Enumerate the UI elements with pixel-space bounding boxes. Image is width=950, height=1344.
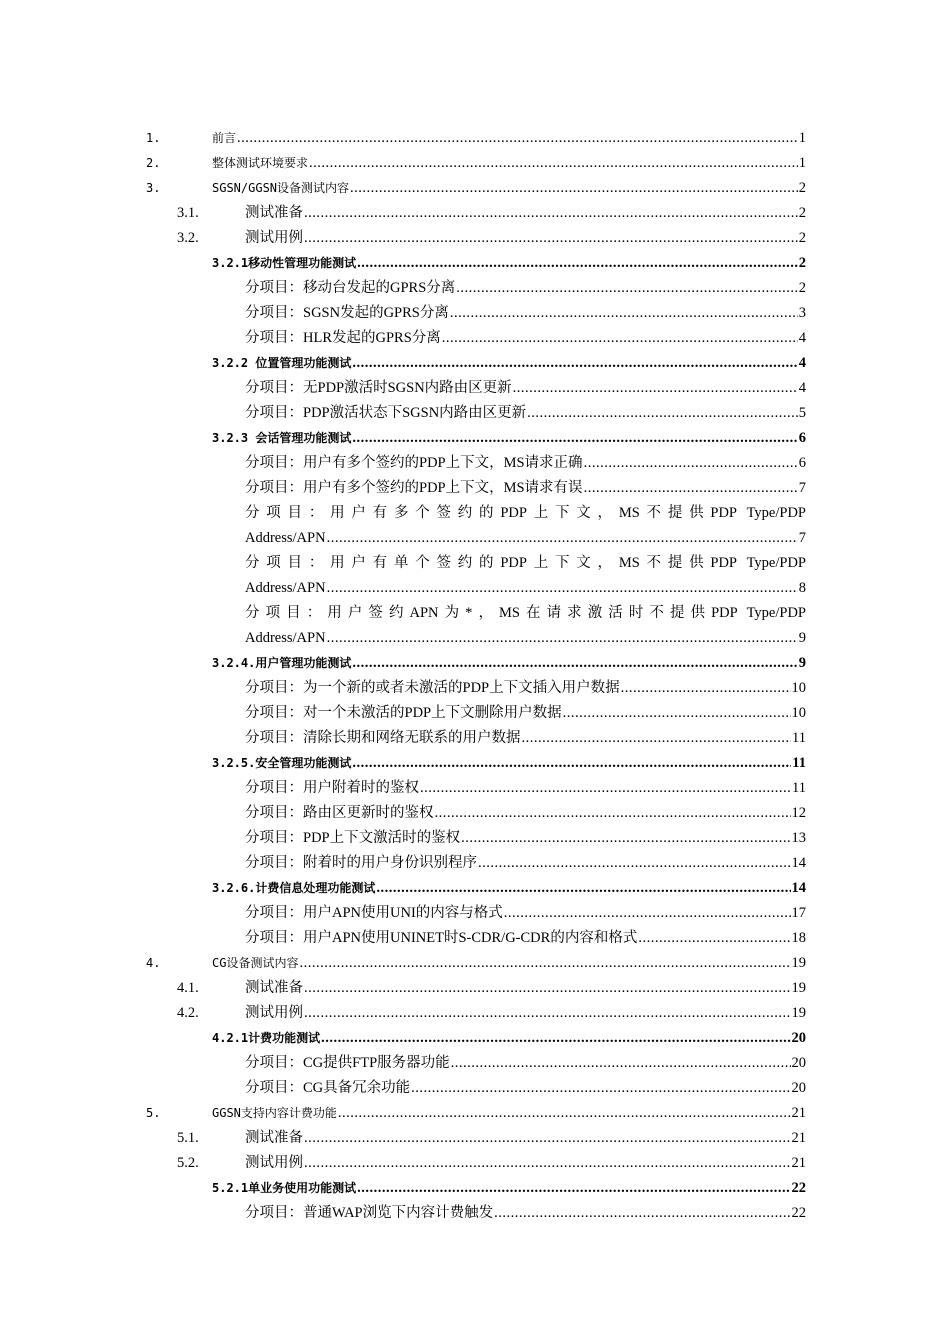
dot-leader <box>352 651 797 676</box>
dot-leader <box>299 951 790 976</box>
toc-entry-number: 3.2. <box>177 230 199 246</box>
toc-entry-number: 3.1. <box>177 205 199 221</box>
toc-entry[interactable] <box>0 376 950 401</box>
toc-page-number: 18 <box>791 930 806 946</box>
dot-leader <box>304 201 798 226</box>
toc-entry-line <box>245 1076 806 1101</box>
toc-page-number: 4 <box>798 330 806 346</box>
toc-entry-title: 分项目：普通WAP浏览下内容计费触发 <box>245 1205 494 1221</box>
toc-entry-line <box>212 1101 806 1126</box>
dot-leader <box>563 701 791 726</box>
toc-page-number: 2 <box>798 255 806 271</box>
toc-entry-title: 分项目：PDP上下文激活时的鉴权 <box>245 830 461 846</box>
toc-entry[interactable] <box>0 401 950 426</box>
toc-entry-title: 分项目：对一个未激活的PDP上下文删除用户数据 <box>245 705 562 721</box>
toc-entry-line <box>245 676 806 701</box>
toc-entry-line <box>245 826 806 851</box>
toc-entry-line <box>245 801 806 826</box>
toc-entry[interactable] <box>0 501 950 551</box>
toc-entry-line <box>245 301 806 326</box>
toc-entry-title: 5.2.1单业务使用功能测试 <box>212 1181 357 1195</box>
toc-entry-title: 3.2.1移动性管理功能测试 <box>212 256 357 270</box>
toc-entry[interactable] <box>0 151 950 176</box>
toc-entry[interactable] <box>0 1026 950 1051</box>
toc-entry-line <box>212 126 806 151</box>
dot-leader <box>357 251 798 276</box>
toc-entry-title: 分项目：HLR发起的GPRS分离 <box>245 330 441 346</box>
dot-leader <box>327 576 798 601</box>
toc-entry-number: 2. <box>146 156 161 170</box>
toc-entry-number: 4.2. <box>177 1005 199 1021</box>
toc-page-number: 11 <box>792 730 806 746</box>
dot-leader <box>304 1151 791 1176</box>
toc-page-number: 2 <box>798 205 806 221</box>
toc-entry-line <box>245 1001 806 1026</box>
toc-entry-title: 分项目：用户有多个签约的PDP上下文，MS不提供PDP Type/PDP <box>245 505 806 521</box>
toc-entry-title: 3.2.2 位置管理功能测试 <box>212 356 352 370</box>
toc-entry[interactable] <box>0 926 950 951</box>
toc-entry-title: 分项目：用户附着时的鉴权 <box>245 780 419 796</box>
toc-entry-title: 分项目：用户有单个签约的PDP上下文，MS不提供PDP Type/PDP <box>245 555 806 571</box>
toc-page-number: 14 <box>791 880 806 896</box>
toc-page-number: 2 <box>798 280 806 296</box>
toc-entry-line <box>212 251 806 276</box>
toc-entry[interactable] <box>0 1176 950 1201</box>
dot-leader <box>321 1026 790 1051</box>
toc-entry[interactable] <box>0 1001 950 1026</box>
toc-entry-title: 3.2.4.用户管理功能测试 <box>212 656 352 670</box>
toc-entry-line <box>245 276 806 301</box>
toc-entry-title: 分项目：路由区更新时的鉴权 <box>245 805 434 821</box>
toc-page-number: 13 <box>791 830 806 846</box>
toc-page-number: 21 <box>791 1105 806 1121</box>
toc-entry-title: 分项目：SGSN发起的GPRS分离 <box>245 305 449 321</box>
dot-leader <box>327 626 798 651</box>
toc-entry-title: 测试准备 <box>245 980 303 996</box>
dot-leader <box>527 401 798 426</box>
dot-leader <box>456 276 797 301</box>
dot-leader <box>304 976 791 1001</box>
toc-entry-number: 1. <box>146 131 161 145</box>
toc-entry-line <box>245 626 806 651</box>
toc-entry-line <box>212 351 806 376</box>
dot-leader <box>513 376 798 401</box>
toc-entry-title: 整体测试环境要求 <box>212 156 309 170</box>
toc-page-number: 19 <box>791 980 806 996</box>
dot-leader <box>411 1076 790 1101</box>
dot-leader <box>638 926 790 951</box>
toc-entry[interactable] <box>0 176 950 201</box>
toc-entry[interactable] <box>0 251 950 276</box>
toc-entry-line <box>245 451 806 476</box>
toc-entry-title: 分项目：附着时的用户身份识别程序 <box>245 855 477 871</box>
toc-page-number: 1 <box>798 155 806 171</box>
dot-leader <box>376 876 790 901</box>
toc-entry-title: 分项目：用户有多个签约的PDP上下文，MS请求有误 <box>245 480 583 496</box>
toc-page-number: 7 <box>798 480 806 496</box>
dot-leader <box>478 851 791 876</box>
toc-entry[interactable] <box>0 776 950 801</box>
toc-page-number: 4 <box>798 355 806 371</box>
toc-entry-title: CG设备测试内容 <box>212 956 299 970</box>
toc-entry-line <box>245 526 806 551</box>
dot-leader <box>304 226 798 251</box>
toc-entry[interactable] <box>0 726 950 751</box>
toc-page-number: 9 <box>798 655 806 671</box>
toc-page-number: 10 <box>791 705 806 721</box>
toc-entry-line <box>245 701 806 726</box>
toc-page-number: 17 <box>791 905 806 921</box>
toc-entry-line <box>245 776 806 801</box>
toc-entry-title: 测试用例 <box>245 1155 303 1171</box>
toc-page-number: 2 <box>798 180 806 196</box>
toc-entry-title: 3.2.5.安全管理功能测试 <box>212 756 352 770</box>
dot-leader <box>338 1101 791 1126</box>
toc-entry-line <box>245 976 806 1001</box>
toc-entry-line <box>245 726 806 751</box>
toc-page-number: 20 <box>791 1080 806 1096</box>
toc-entry-title: SGSN/GGSN设备测试内容 <box>212 181 350 195</box>
toc-page-number: 6 <box>798 455 806 471</box>
toc-page-number: 8 <box>798 580 806 596</box>
toc-entry[interactable] <box>0 601 950 651</box>
toc-entry-line <box>245 326 806 351</box>
toc-entry-number: 5.2. <box>177 1155 199 1171</box>
toc-entry-title: GGSN支持内容计费功能 <box>212 1106 337 1120</box>
dot-leader <box>435 801 791 826</box>
toc-page-number: 20 <box>791 1030 806 1046</box>
toc-entry[interactable] <box>0 476 950 501</box>
dot-leader <box>350 176 798 201</box>
toc-entry[interactable] <box>0 976 950 1001</box>
toc-entry[interactable] <box>0 951 950 976</box>
toc-entry[interactable] <box>0 1126 950 1151</box>
toc-entry-title: 分项目：用户APN使用UNI的内容与格式 <box>245 905 503 921</box>
toc-entry-title: 分项目：移动台发起的GPRS分离 <box>245 280 456 296</box>
toc-entry[interactable] <box>0 276 950 301</box>
toc-entry-line <box>212 176 806 201</box>
toc-entry[interactable] <box>0 901 950 926</box>
toc-page-number: 5 <box>798 405 806 421</box>
toc-entry-title: 分项目：用户签约APN为*，MS在请求激活时不提供PDP Type/PDP <box>245 605 806 621</box>
dot-leader <box>357 1176 790 1201</box>
dot-leader <box>584 451 798 476</box>
toc-entry-line <box>245 851 806 876</box>
dot-leader <box>461 826 790 851</box>
toc-entry-line <box>212 651 806 676</box>
toc-page-number: 22 <box>791 1180 806 1196</box>
toc-entry-title-continuation: Address/APN <box>245 630 326 646</box>
toc-entry-line <box>212 751 806 776</box>
toc-entry-line <box>245 1201 806 1226</box>
toc-page-number: 4 <box>798 380 806 396</box>
dot-leader <box>327 526 798 551</box>
dot-leader <box>420 776 791 801</box>
toc-entry-number: 4. <box>146 956 161 970</box>
toc-entry-title: 分项目：无PDP激活时SGSN内路由区更新 <box>245 380 512 396</box>
toc-entry[interactable] <box>0 1101 950 1126</box>
toc-entry-line <box>212 151 806 176</box>
dot-leader <box>584 476 798 501</box>
dot-leader <box>442 326 798 351</box>
toc-page-number: 20 <box>791 1055 806 1071</box>
toc-page-number: 21 <box>791 1155 806 1171</box>
toc-entry-title: 分项目：CG提供FTP服务器功能 <box>245 1055 450 1071</box>
toc-page-number: 19 <box>791 1005 806 1021</box>
toc-page-number: 12 <box>791 805 806 821</box>
toc-entry[interactable] <box>0 326 950 351</box>
toc-entry[interactable] <box>0 351 950 376</box>
toc-page-number: 11 <box>792 780 806 796</box>
toc-page-number: 22 <box>791 1205 806 1221</box>
dot-leader <box>621 676 791 701</box>
toc-page-number: 7 <box>798 530 806 546</box>
toc-entry-number: 3. <box>146 181 161 195</box>
toc-page-number: 9 <box>798 630 806 646</box>
dot-leader <box>494 1201 790 1226</box>
toc-page-number: 2 <box>798 230 806 246</box>
toc-entry[interactable] <box>0 801 950 826</box>
toc-page-number: 11 <box>792 755 806 771</box>
toc-page-number: 1 <box>798 130 806 146</box>
dot-leader <box>450 301 798 326</box>
toc-entry-title: 测试用例 <box>245 230 303 246</box>
toc-entry[interactable] <box>0 201 950 226</box>
toc-page-number: 14 <box>791 855 806 871</box>
toc-entry-line <box>245 926 806 951</box>
toc-entry-title: 分项目：PDP激活状态下SGSN内路由区更新 <box>245 405 527 421</box>
dot-leader <box>352 426 797 451</box>
toc-entry[interactable] <box>0 451 950 476</box>
toc-entry-line <box>245 1151 806 1176</box>
toc-entry-line <box>245 576 806 601</box>
toc-entry-title: 测试准备 <box>245 1130 303 1146</box>
toc-entry-line <box>245 201 806 226</box>
toc-entry-line <box>245 476 806 501</box>
toc-entry-title-continuation: Address/APN <box>245 530 326 546</box>
toc-entry[interactable] <box>0 1151 950 1176</box>
toc-entry-title: 测试准备 <box>245 205 303 221</box>
toc-entry-title: 前言 <box>212 131 237 145</box>
toc-entry[interactable] <box>0 1051 950 1076</box>
toc-entry-line <box>212 1176 806 1201</box>
toc-entry-title: 4.2.1计费功能测试 <box>212 1031 321 1045</box>
toc-entry[interactable] <box>0 851 950 876</box>
toc-entry-line <box>212 1026 806 1051</box>
toc-entry-line <box>245 226 806 251</box>
toc-entry-line <box>245 1126 806 1151</box>
toc-entry-number: 5. <box>146 1106 161 1120</box>
toc-entry-title: 测试用例 <box>245 1005 303 1021</box>
dot-leader <box>352 751 791 776</box>
toc-entry-line <box>245 401 806 426</box>
toc-entry-title: 3.2.3 会话管理功能测试 <box>212 431 352 445</box>
dot-leader <box>504 901 791 926</box>
dot-leader <box>451 1051 791 1076</box>
toc-entry[interactable] <box>0 701 950 726</box>
toc-entry[interactable] <box>0 426 950 451</box>
toc-entry-title: 分项目：用户APN使用UNINET时S-CDR/G-CDR的内容和格式 <box>245 930 638 946</box>
toc-entry-line <box>212 876 806 901</box>
table-of-contents <box>0 126 950 1226</box>
toc-page-number: 10 <box>791 680 806 696</box>
toc-entry-number: 5.1. <box>177 1130 199 1146</box>
toc-entry[interactable] <box>0 751 950 776</box>
toc-page-number: 3 <box>798 305 806 321</box>
dot-leader <box>352 351 797 376</box>
toc-entry-title: 分项目：清除长期和网络无联系的用户数据 <box>245 730 521 746</box>
toc-entry-line <box>245 901 806 926</box>
dot-leader <box>304 1001 791 1026</box>
toc-entry[interactable] <box>0 301 950 326</box>
toc-entry-line <box>212 951 806 976</box>
toc-page-number: 6 <box>798 430 806 446</box>
toc-entry[interactable] <box>0 651 950 676</box>
toc-entry[interactable] <box>0 551 950 601</box>
toc-entry[interactable] <box>0 826 950 851</box>
toc-entry-line <box>245 1051 806 1076</box>
dot-leader <box>522 726 792 751</box>
toc-entry-number: 4.1. <box>177 980 199 996</box>
toc-page-number: 19 <box>791 955 806 971</box>
dot-leader <box>309 151 798 176</box>
toc-entry[interactable] <box>0 226 950 251</box>
toc-entry-title: 分项目：CG具备冗余功能 <box>245 1080 411 1096</box>
toc-entry[interactable] <box>0 1201 950 1226</box>
toc-entry[interactable] <box>0 876 950 901</box>
toc-entry[interactable] <box>0 1076 950 1101</box>
toc-entry-title: 3.2.6.计费信息处理功能测试 <box>212 881 376 895</box>
toc-page-number: 21 <box>791 1130 806 1146</box>
toc-entry[interactable] <box>0 126 950 151</box>
toc-entry-title: 分项目：用户有多个签约的PDP上下文，MS请求正确 <box>245 455 583 471</box>
toc-entry-title: 分项目：为一个新的或者未激活的PDP上下文插入用户数据 <box>245 680 620 696</box>
toc-entry-line <box>245 376 806 401</box>
toc-entry[interactable] <box>0 676 950 701</box>
dot-leader <box>304 1126 791 1151</box>
toc-entry-title-continuation: Address/APN <box>245 580 326 596</box>
dot-leader <box>237 126 798 151</box>
toc-entry-line <box>212 426 806 451</box>
